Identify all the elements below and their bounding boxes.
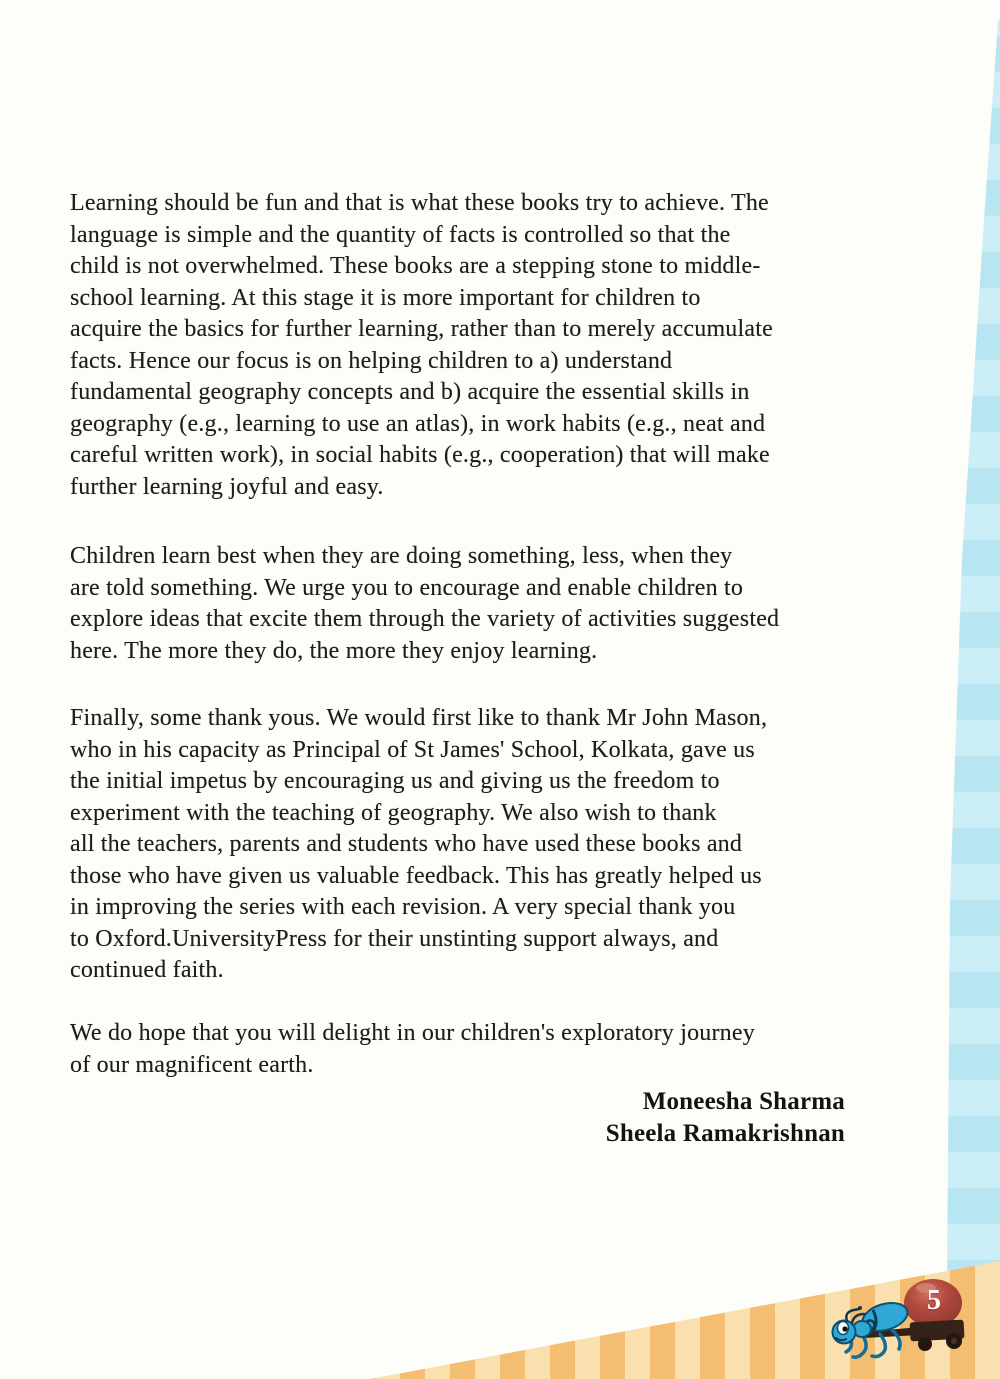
text-line: careful written work), in social habits (e.g., cooperation) that will make bbox=[70, 442, 770, 468]
right-edge-decoration bbox=[940, 0, 1000, 1290]
text-line: fundamental geography concepts and b) acquire the essential skills in bbox=[70, 379, 750, 405]
preface-paragraph-3 bbox=[70, 703, 767, 987]
text-line: acquire the basics for further learning, rather than to merely accumulate bbox=[70, 316, 773, 342]
text-line: continued faith. bbox=[70, 957, 224, 983]
text-line: who in his capacity as Principal of St James' School, Kolkata, gave us bbox=[70, 736, 755, 763]
text-line: experiment with the teaching of geography. We also wish to thank bbox=[70, 799, 717, 826]
preface-paragraph-2 bbox=[70, 541, 779, 667]
text-line: all the teachers, parents and students who have used these books and bbox=[70, 831, 743, 857]
text-line: We do hope that you will delight in our children's exploratory journey bbox=[70, 1020, 755, 1046]
text-line: those who have given us valuable feedback. This has greatly helped us bbox=[70, 862, 762, 889]
author-name: Moneesha Sharma bbox=[642, 1088, 845, 1115]
text-line: the initial impetus by encouraging us and giving us the freedom to bbox=[70, 768, 720, 794]
text-line: language is simple and the quantity of facts is controlled so that the bbox=[70, 221, 731, 248]
text-line: Learning should be fun and that is what these books try to achieve. The bbox=[70, 190, 769, 216]
text-line: facts. Hence our focus is on helping children to a) understand bbox=[70, 347, 673, 374]
text-line: further learning joyful and easy. bbox=[70, 473, 384, 500]
text-line: child is not overwhelmed. These books are a stepping stone to middle- bbox=[70, 253, 761, 279]
text-line: of our magnificent earth. bbox=[70, 1051, 314, 1078]
preface-paragraph-1 bbox=[70, 188, 773, 503]
text-line: Children learn best when they are doing something, less, when they bbox=[70, 543, 733, 569]
text-line: explore ideas that excite them through the variety of activities suggested bbox=[70, 606, 780, 632]
text-line: in improving the series with each revision. A very special thank you bbox=[70, 894, 736, 920]
page-number: 5 bbox=[927, 1285, 941, 1316]
ant-cart-illustration bbox=[818, 1276, 1000, 1377]
ant-cart-drawing bbox=[818, 1276, 1000, 1377]
text-line: to Oxford.UniversityPress for their unstinting support always, and bbox=[70, 925, 719, 952]
text-line: here. The more they do, the more they enjoy learning. bbox=[70, 637, 598, 664]
author-name: Sheela Ramakrishnan bbox=[605, 1119, 845, 1147]
text-line: Finally, some thank yous. We would first like to thank Mr John Mason, bbox=[70, 705, 768, 731]
text-line: are told something. We urge you to encourage and enable children to bbox=[70, 574, 744, 601]
preface-paragraph-4 bbox=[70, 1018, 755, 1081]
author-signatures bbox=[606, 1086, 845, 1149]
text-line: geography (e.g., learning to use an atlas), in work habits (e.g., neat and bbox=[70, 410, 766, 437]
text-line: school learning. At this stage it is more important for children to bbox=[70, 284, 701, 311]
